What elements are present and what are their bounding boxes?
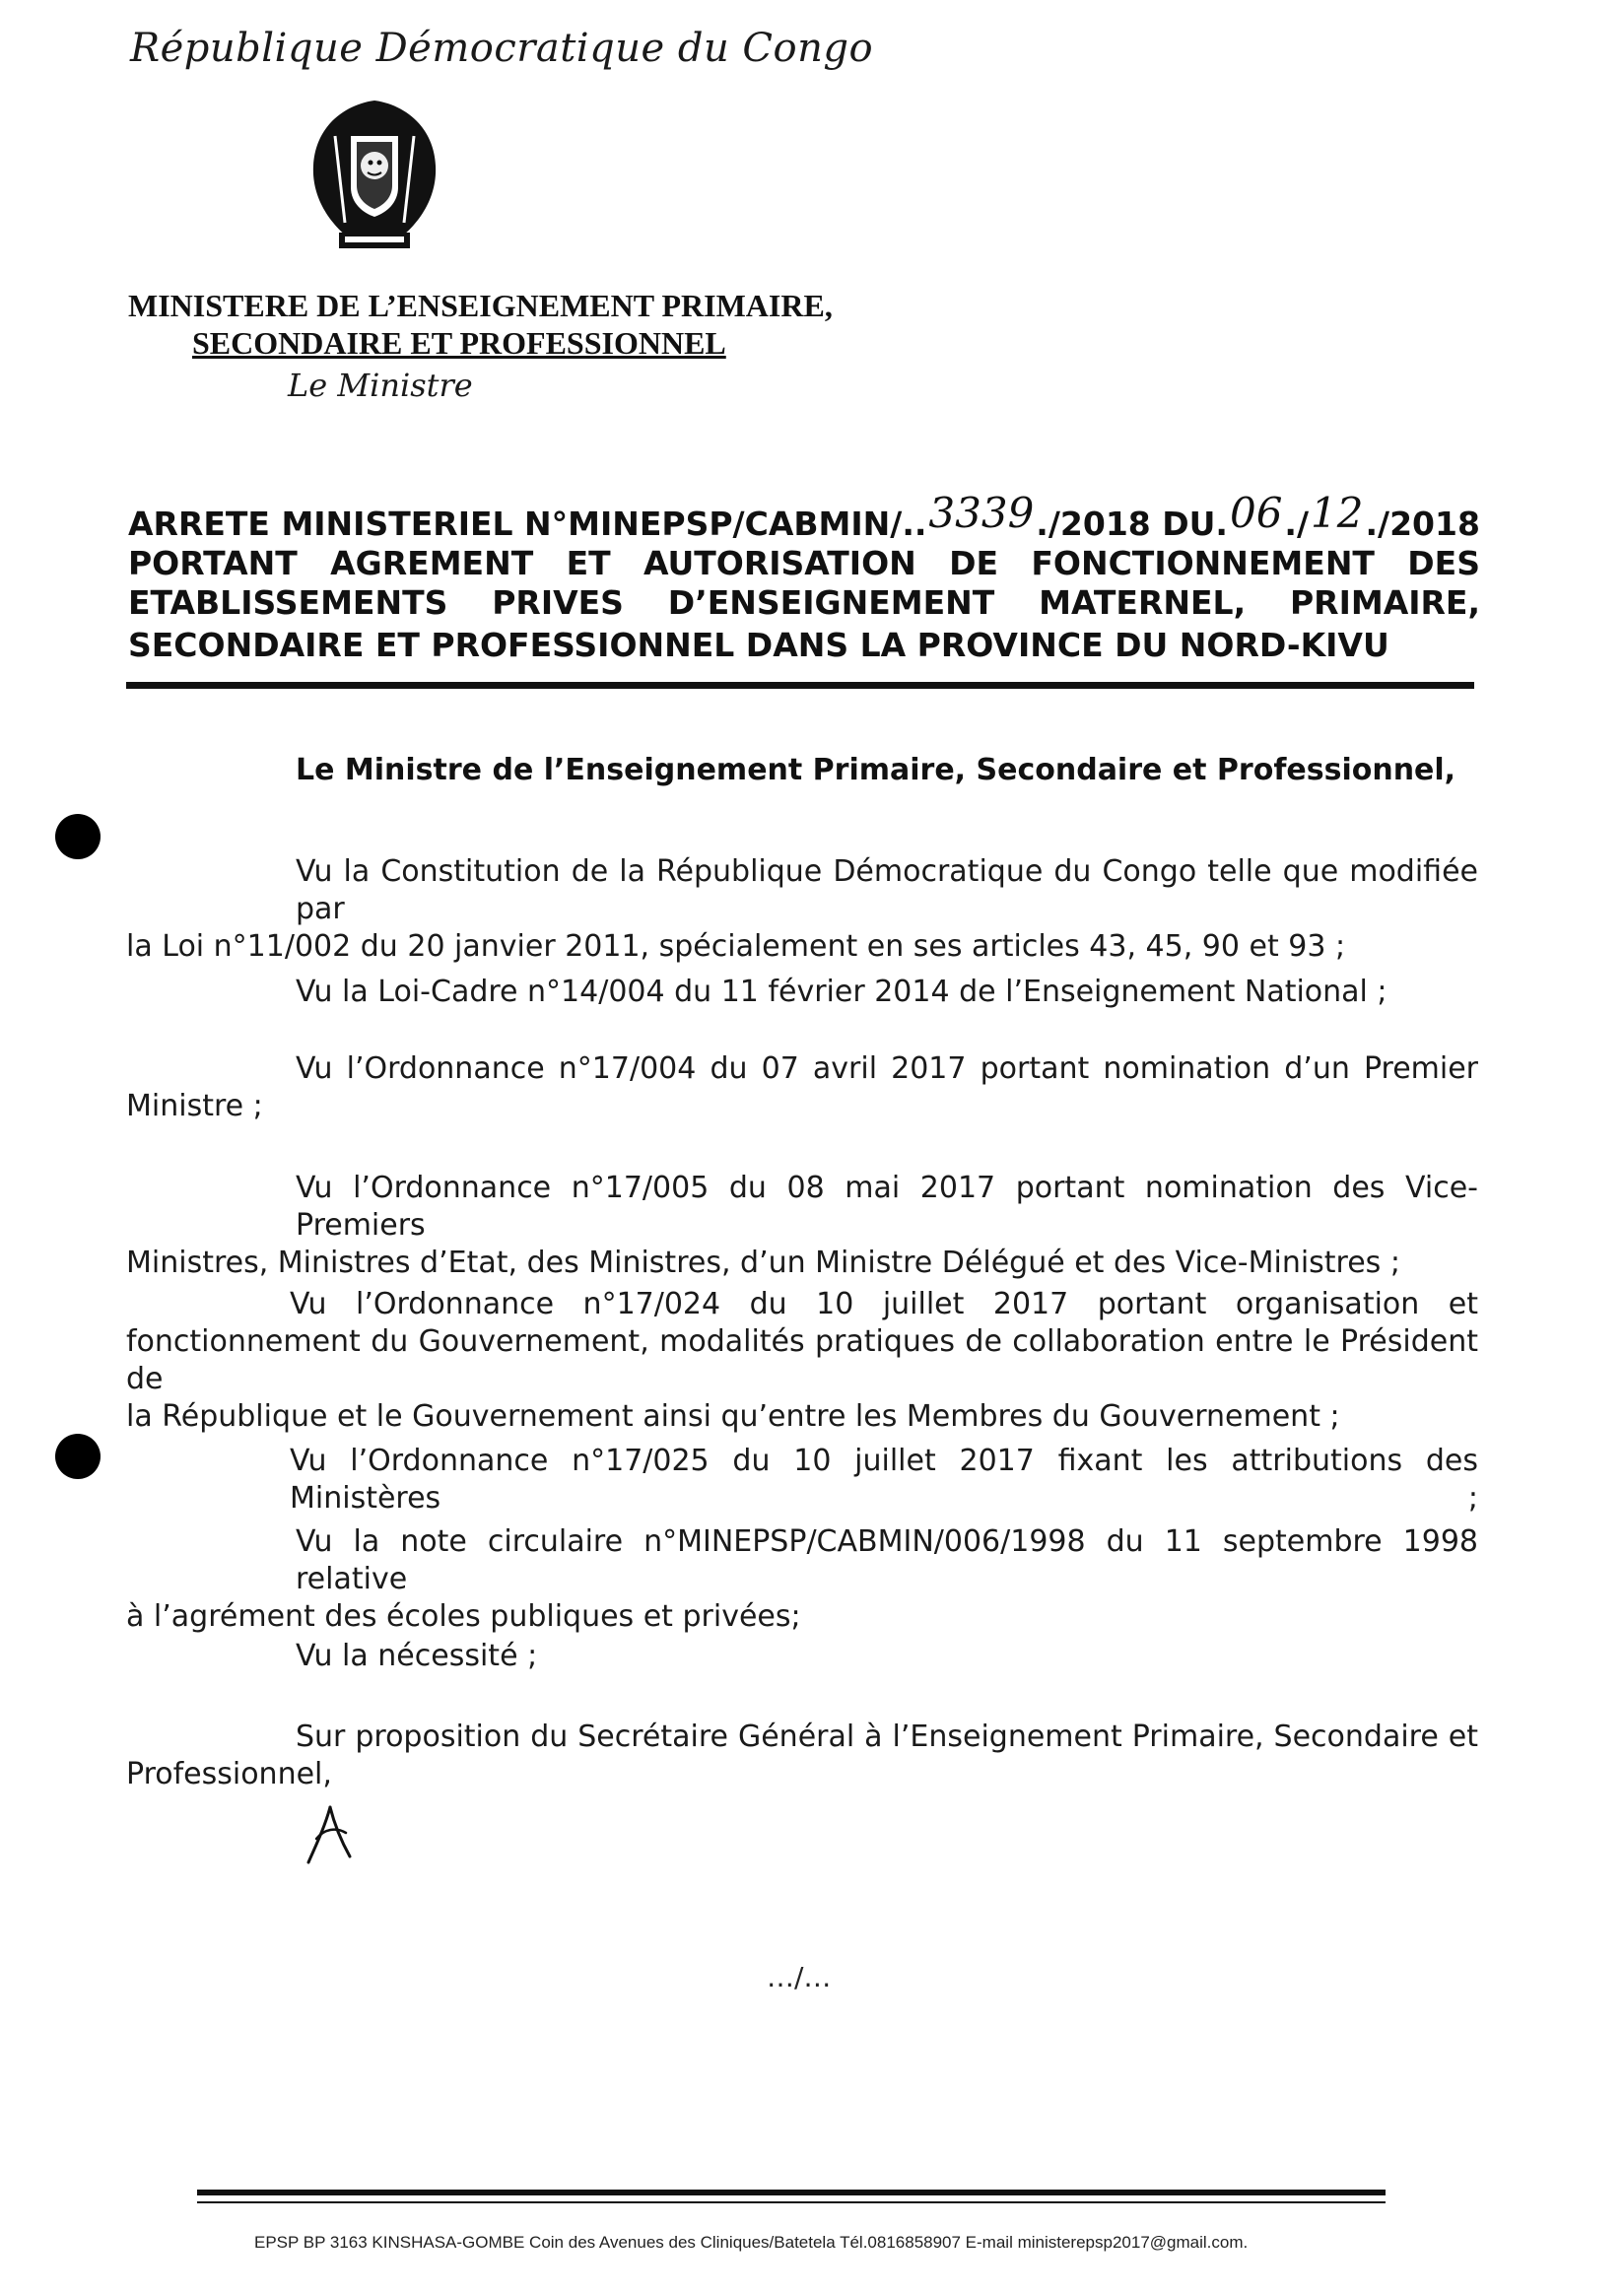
page-continued-marker: …/… <box>767 1961 832 1993</box>
decree-title-line2: PORTANT AGREMENT ET AUTORISATION DE FONCTIONNEMENT DES <box>128 544 1480 582</box>
paragraph-ordonnance-004: Vu l’Ordonnance n°17/004 du 07 avril 2017 portant nomination d’un Premier Ministre ; <box>126 1051 1478 1123</box>
paragraph-constitution: Vu la Constitution de la République Démocratique du Congo telle que modifiée par la Loi n°11/002 du 20 janvier 2011, spécialement en ses articles 43, 45, 90 et 93 ; <box>126 854 1478 964</box>
handwritten-month: 12 <box>1311 489 1364 537</box>
punch-hole-mark <box>55 1434 101 1479</box>
paragraph-proposition: Sur proposition du Secrétaire Général à l’Enseignement Primaire, Secondaire et Professionnel, <box>126 1720 1478 1791</box>
handwritten-initial <box>301 1799 360 1868</box>
decree-title-line1: ARRETE MINISTERIEL N°MINEPSP/CABMIN/ .. 3339 . /2018 DU. 06 ./ 12 . /2018 <box>128 489 1480 543</box>
footer-rule-thin <box>197 2201 1386 2203</box>
paragraph-ordonnance-005: Vu l’Ordonnance n°17/005 du 08 mai 2017 portant nomination des Vice-Premiers Ministres, Ministres d’Etat, des Ministres, d’un Ministre Délégué et des Vice-Ministres ; <box>126 1171 1478 1280</box>
decree-number-prefix: ARRETE MINISTERIEL N°MINEPSP/CABMIN/ <box>128 505 903 543</box>
coat-of-arms-icon <box>305 97 443 254</box>
handwritten-day: 06 <box>1229 489 1283 537</box>
title-divider <box>126 682 1474 689</box>
ministry-name-line1: MINISTERE DE L’ENSEIGNEMENT PRIMAIRE, <box>128 288 833 323</box>
salutation: Le Ministre de l’Enseignement Primaire, Secondaire et Professionnel, <box>296 753 1456 787</box>
decree-title-line3: ETABLISSEMENTS PRIVES D’ENSEIGNEMENT MATERNEL, PRIMAIRE, <box>128 583 1480 622</box>
ministry-name-line2: SECONDAIRE ET PROFESSIONNEL <box>192 325 726 361</box>
punch-hole-mark <box>55 814 101 859</box>
paragraph-loi-cadre: Vu la Loi-Cadre n°14/004 du 11 février 2014 de l’Enseignement National ; <box>296 975 1387 1009</box>
paragraph-note-circulaire: Vu la note circulaire n°MINEPSP/CABMIN/006/1998 du 11 septembre 1998 relative à l’agrément des écoles publiques et privées; <box>126 1524 1478 1634</box>
handwritten-decree-number: 3339 <box>928 489 1035 537</box>
paragraph-necessite: Vu la nécessité ; <box>296 1639 538 1673</box>
le-ministre-label: Le Ministre <box>288 367 473 404</box>
paragraph-ordonnance-025: Vu l’Ordonnance n°17/025 du 10 juillet 2017 fixant les attributions des Ministères ; <box>290 1444 1478 1516</box>
footer-address: EPSP BP 3163 KINSHASA-GOMBE Coin des Avenues des Cliniques/Batetela Tél.0816858907 E-mail ministerepsp2017@gmail.com. <box>254 2233 1249 2252</box>
decree-year-mid: /2018 DU. <box>1048 505 1228 543</box>
footer-rule-thick <box>197 2190 1386 2195</box>
paragraph-ordonnance-024: Vu l’Ordonnance n°17/024 du 10 juillet 2017 portant organisation et fonctionnement du Gouvernement, modalités pratiques de collaboration entre le Président de la République et le Gouvernement ainsi qu’entre les Membres du Gouvernement ; <box>126 1287 1478 1434</box>
republic-heading: République Démocratique du Congo <box>130 26 874 71</box>
decree-year-suffix: /2018 <box>1378 505 1480 543</box>
decree-title-line4: SECONDAIRE ET PROFESSIONNEL DANS LA PROVINCE DU NORD-KIVU <box>128 626 1389 664</box>
